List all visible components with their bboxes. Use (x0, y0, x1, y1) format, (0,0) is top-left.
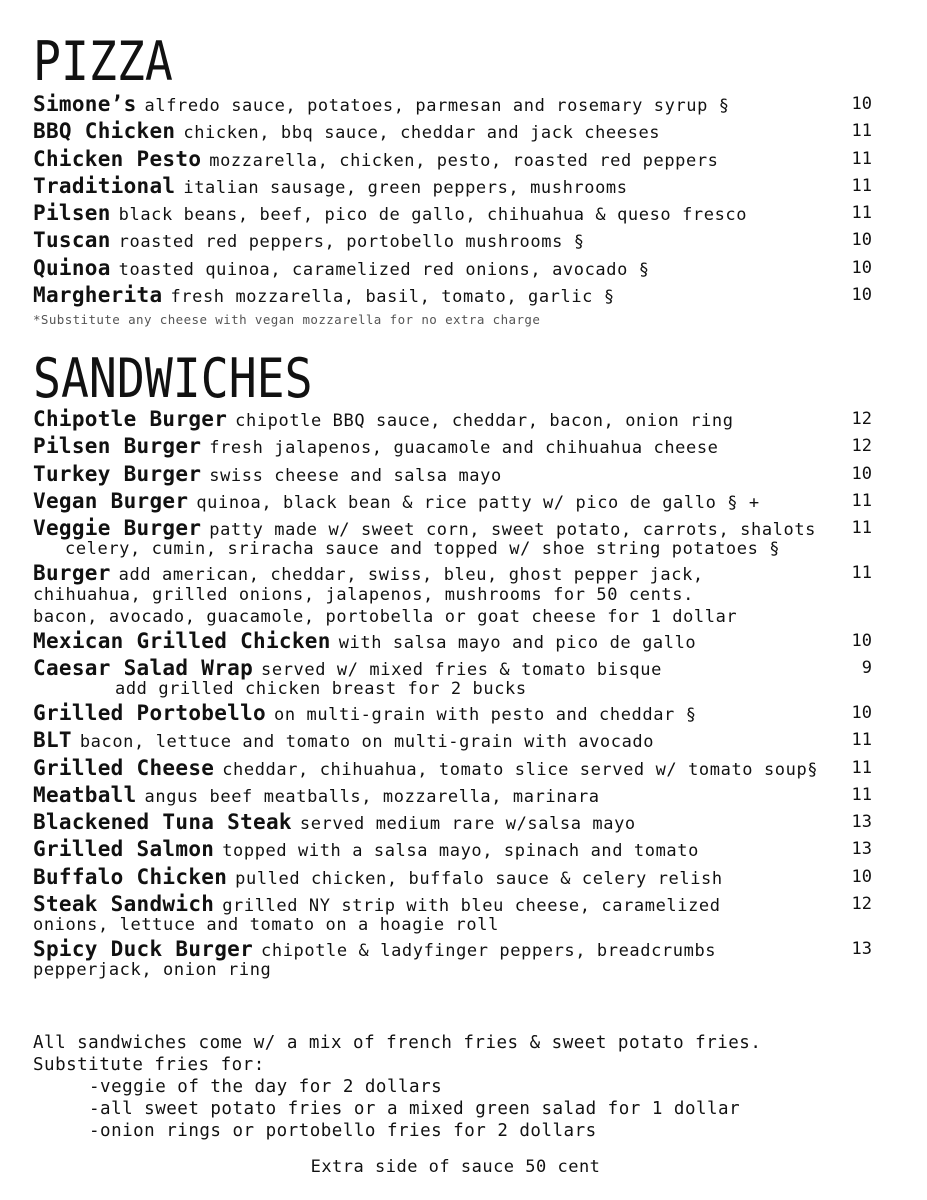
sandwiches-list (33, 406, 878, 981)
substitute-option: -all sweet potato fries or a mixed green salad for 1 dollar (89, 1099, 741, 1119)
item-price: 11 (851, 203, 872, 223)
menu-item (33, 406, 878, 433)
item-description-continued: celery, cumin, sriracha sauce and topped w/ shoe string potatoes § (65, 539, 781, 560)
substitute-option: -veggie of the day for 2 dollars (89, 1077, 443, 1097)
item-description: swiss cheese and salsa mayo (209, 465, 502, 486)
item-name: Meatball (33, 782, 137, 807)
item-name: Spicy Duck Burger (33, 937, 254, 961)
item-description: fresh jalapenos, guacamole and chihuahua cheese (209, 438, 719, 459)
menu-item (33, 891, 878, 936)
item-description: chipotle & ladyfinger peppers, breadcrumbs (261, 941, 717, 961)
menu-item (33, 461, 878, 488)
item-description: topped with a salsa mayo, spinach and tomato (222, 841, 699, 862)
menu-item (33, 755, 878, 782)
item-description-continued: onions, lettuce and tomato on a hoagie roll (33, 915, 499, 935)
item-price: 11 (851, 490, 872, 511)
item-description: grilled NY strip with bleu cheese, caramelized (222, 895, 721, 916)
item-price: 11 (851, 757, 872, 778)
menu-item (33, 628, 878, 655)
item-price: 10 (851, 463, 872, 484)
sides-info (33, 1032, 878, 1142)
item-name: Blackened Tuna Steak (33, 810, 292, 834)
item-price: 11 (851, 121, 872, 142)
item-name: Veggie Burger (33, 516, 202, 540)
menu-item (33, 173, 878, 200)
menu-item (33, 227, 878, 254)
item-description: cheddar, chihuahua, tomato slice served w/ tomato soup§ (222, 759, 819, 780)
item-description-continued: pepperjack, onion ring (33, 960, 272, 981)
item-price: 13 (851, 939, 872, 959)
item-description: quinoa, black bean & rice patty w/ pico de gallo § + (196, 492, 760, 513)
item-name: Caesar Salad Wrap (33, 655, 254, 680)
item-name: Grilled Salmon (33, 837, 215, 862)
item-description: italian sausage, green peppers, mushrooms (183, 177, 628, 198)
menu-item (33, 255, 878, 282)
menu-item (33, 282, 878, 309)
item-price: 10 (851, 230, 872, 251)
pizza-section-title: PIZZA (33, 30, 173, 93)
item-price: 9 (861, 657, 872, 678)
menu-item (33, 560, 878, 627)
item-description: toasted quinoa, caramelized red onions, avocado § (118, 259, 650, 280)
item-name: Vegan Burger (33, 488, 189, 513)
item-description: on multi-grain with pesto and cheddar § (273, 705, 697, 725)
item-description: served medium rare w/salsa mayo (299, 814, 636, 834)
item-description: chipotle BBQ sauce, cheddar, bacon, onion ring (235, 411, 734, 431)
item-name: Chipotle Burger (33, 407, 228, 431)
menu-item (33, 727, 878, 754)
item-name: Turkey Burger (33, 461, 202, 486)
item-description: fresh mozzarella, basil, tomato, garlic § (170, 286, 615, 307)
item-description: patty made w/ sweet corn, sweet potato, carrots, shalots (209, 520, 817, 540)
item-name: Simone’s (33, 92, 137, 116)
substitute-heading: Substitute fries for: (33, 1055, 265, 1075)
item-name: Margherita (33, 282, 163, 307)
item-description: bacon, lettuce and tomato on multi-grain with avocado (79, 732, 655, 753)
item-description: black beans, beef, pico de gallo, chihuahua & queso fresco (118, 205, 748, 225)
item-name: Burger (33, 561, 111, 586)
item-name: Grilled Portobello (33, 701, 266, 725)
item-price: 12 (851, 893, 872, 914)
item-price: 11 (851, 518, 872, 538)
item-description: alfredo sauce, potatoes, parmesan and rosemary syrup § (144, 96, 730, 116)
item-description: add american, cheddar, swiss, bleu, ghost pepper jack, (118, 565, 704, 586)
item-price: 10 (851, 630, 872, 651)
item-description: roasted red peppers, portobello mushrooms § (118, 232, 585, 253)
item-name: Quinoa (33, 255, 111, 280)
menu-item (33, 488, 878, 515)
item-name: Chicken Pesto (33, 146, 202, 171)
item-price: 10 (851, 284, 872, 305)
item-description: mozzarella, chicken, pesto, roasted red peppers (209, 150, 719, 171)
item-price: 11 (851, 784, 872, 805)
menu-item (33, 91, 878, 118)
item-price: 10 (851, 94, 872, 114)
item-description: pulled chicken, buffalo sauce & celery relish (235, 868, 723, 889)
item-price: 11 (851, 175, 872, 196)
item-name: Traditional (33, 173, 176, 198)
item-name: BBQ Chicken (33, 119, 176, 144)
pizza-list (33, 91, 878, 309)
item-name: Pilsen (33, 201, 111, 225)
item-name: Steak Sandwich (33, 891, 215, 916)
menu-item (33, 809, 878, 836)
item-description: chicken, bbq sauce, cheddar and jack cheeses (183, 123, 661, 144)
item-price: 11 (851, 730, 872, 751)
fries-note: All sandwiches come w/ a mix of french fries & sweet potato fries. (33, 1033, 762, 1053)
menu-item (33, 936, 878, 981)
item-price: 13 (851, 839, 872, 860)
extra-sauce-note: Extra side of sauce 50 cent (310, 1157, 601, 1177)
item-description: with salsa mayo and pico de gallo (338, 632, 697, 653)
item-price: 12 (851, 436, 872, 457)
menu-item (33, 433, 878, 460)
substitute-option: -onion rings or portobello fries for 2 dollars (89, 1121, 597, 1141)
item-name: Buffalo Chicken (33, 864, 228, 889)
item-name: BLT (33, 728, 72, 753)
item-description-continued: bacon, avocado, guacamole, portobella or goat cheese for 1 dollar (33, 606, 738, 627)
menu-item (33, 864, 878, 891)
item-name: Pilsen Burger (33, 434, 202, 459)
vegan-cheese-note: *Substitute any cheese with vegan mozzarella for no extra charge (33, 312, 541, 327)
menu-item (33, 146, 878, 173)
item-price: 11 (851, 563, 872, 584)
item-name: Grilled Cheese (33, 755, 215, 780)
item-description: angus beef meatballs, mozzarella, marinara (144, 786, 600, 807)
menu-item (33, 700, 878, 727)
item-price: 10 (851, 703, 872, 723)
item-price: 11 (851, 148, 872, 169)
item-price: 12 (851, 409, 872, 429)
menu-item (33, 782, 878, 809)
item-price: 10 (851, 866, 872, 887)
item-name: Mexican Grilled Chicken (33, 628, 331, 653)
item-price: 13 (851, 812, 872, 832)
menu-item (33, 118, 878, 145)
sandwiches-section-title: SANDWICHES (33, 347, 313, 410)
menu-item (33, 836, 878, 863)
menu-item (33, 200, 878, 227)
item-description: served w/ mixed fries & tomato bisque (261, 659, 662, 680)
item-name: Tuscan (33, 228, 111, 253)
item-price: 10 (851, 257, 872, 278)
menu-item (33, 655, 878, 700)
item-description-continued: add grilled chicken breast for 2 bucks (115, 679, 527, 699)
item-description-continued: chihuahua, grilled onions, jalapenos, mushrooms for 50 cents. (33, 584, 694, 605)
menu-item (33, 515, 878, 560)
